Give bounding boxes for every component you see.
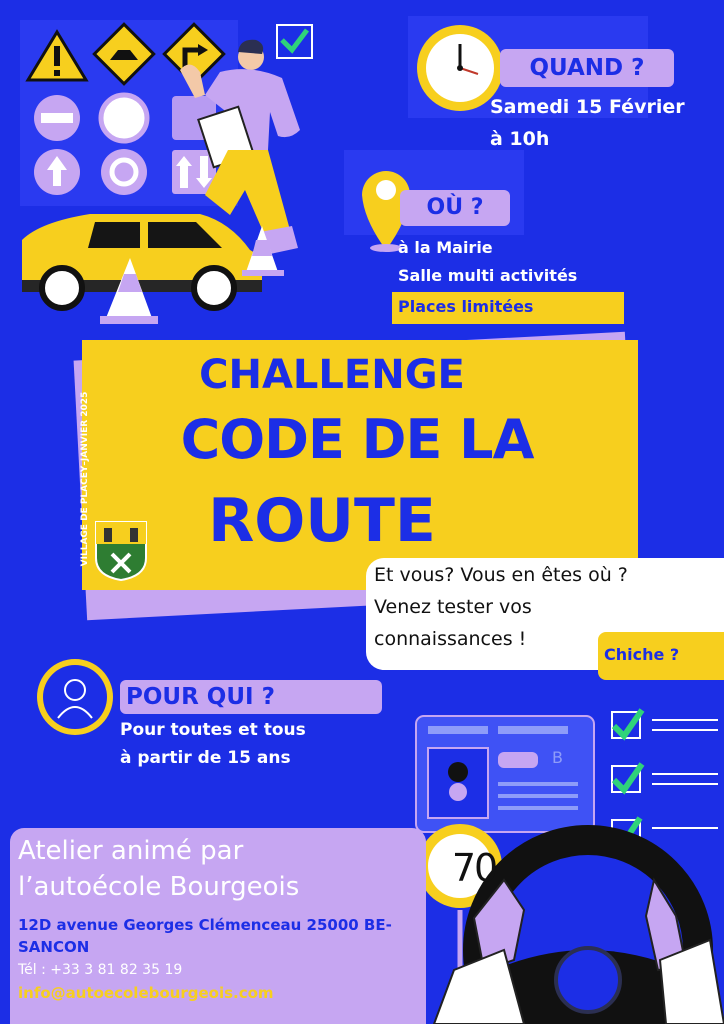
when-time: à 10h <box>490 128 550 150</box>
who-line-2: à partir de 15 ans <box>120 748 291 768</box>
where-place: à la Mairie <box>398 238 493 257</box>
where-room: Salle multi activités <box>398 266 578 285</box>
title-line-2: CODE DE LA <box>180 408 534 471</box>
workshop-email[interactable]: info@autoecolebourgeois.com <box>18 984 274 1002</box>
title-line-3: ROUTE <box>208 486 436 556</box>
where-label: OÙ ? <box>400 190 510 226</box>
when-label: QUAND ? <box>500 49 674 87</box>
village-coat-of-arms-icon <box>94 520 148 582</box>
dare-badge: Chiche ? <box>598 632 724 680</box>
license-category: B <box>552 748 563 767</box>
workshop-line-2: l’autoécole Bourgeois <box>18 872 300 902</box>
limited-places-banner: Places limitées <box>392 292 624 324</box>
village-side-text: VILLAGE DE PLACEY–JANVIER 2025 <box>80 391 90 567</box>
person-avatar-icon <box>34 656 116 738</box>
speed-limit-sign: 70 <box>451 846 497 890</box>
workshop-line-1: Atelier animé par <box>18 836 244 866</box>
who-label: POUR QUI ? <box>120 680 382 714</box>
workshop-address-line-2: SANCON <box>18 938 90 956</box>
callout-line-2: Venez tester vos <box>374 596 532 618</box>
workshop-phone: Tél : +33 3 81 82 35 19 <box>18 962 183 978</box>
when-date: Samedi 15 Février <box>490 96 685 118</box>
who-line-1: Pour toutes et tous <box>120 720 306 740</box>
road-signs-illustration <box>0 0 330 340</box>
callout-line-3: connaissances ! <box>374 628 527 650</box>
workshop-address-line-1: 12D avenue Georges Clémenceau 25000 BE- <box>18 916 392 934</box>
callout-line-1: Et vous? Vous en êtes où ? <box>374 564 628 586</box>
title-line-1: CHALLENGE <box>199 352 465 398</box>
